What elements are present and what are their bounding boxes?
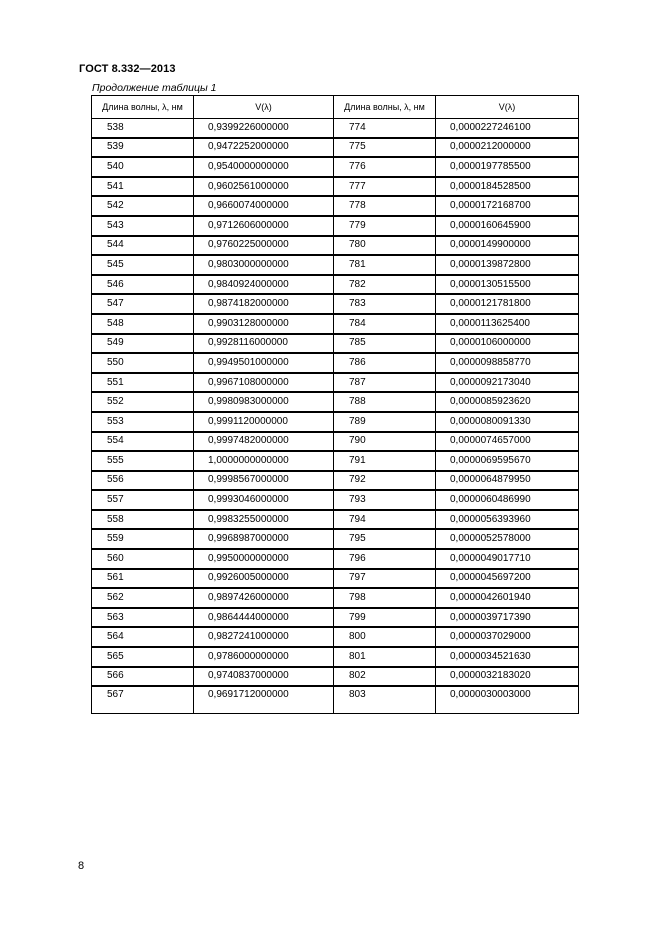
v-lambda-left-cell: 0,9874182000000 [194, 294, 334, 314]
table-row [92, 314, 579, 334]
v-lambda-left-cell: 0,9760225000000 [194, 236, 334, 256]
table-row [92, 334, 579, 354]
table-body [92, 119, 579, 714]
column-header-v-lambda-left: V(λ) [194, 96, 334, 119]
wavelength-right-cell: 796 [334, 549, 436, 569]
v-lambda-right-cell: 0,0000069595670 [436, 451, 579, 471]
v-lambda-right-cell: 0,0000060486990 [436, 490, 579, 510]
table-row [92, 196, 579, 216]
wavelength-right-cell: 778 [334, 196, 436, 216]
v-lambda-right-cell: 0,0000039717390 [436, 608, 579, 628]
v-lambda-right-cell: 0,0000212000000 [436, 138, 579, 158]
v-lambda-left-cell: 0,9980983000000 [194, 392, 334, 412]
wavelength-left-cell: 556 [92, 471, 194, 491]
table-row [92, 432, 579, 452]
wavelength-left-cell: 552 [92, 392, 194, 412]
table-row [92, 608, 579, 628]
data-table [91, 95, 579, 714]
wavelength-left-cell: 543 [92, 216, 194, 236]
v-lambda-left-cell: 0,9928116000000 [194, 334, 334, 354]
v-lambda-right-cell: 0,0000034521630 [436, 647, 579, 667]
v-lambda-left-cell: 0,9949501000000 [194, 353, 334, 373]
document-code: ГОСТ 8.332—2013 [79, 63, 176, 75]
v-lambda-right-cell: 0,0000160645900 [436, 216, 579, 236]
v-lambda-right-cell: 0,0000098858770 [436, 353, 579, 373]
v-lambda-right-cell: 0,0000080091330 [436, 412, 579, 432]
table-row [92, 627, 579, 647]
wavelength-left-cell: 559 [92, 529, 194, 549]
wavelength-left-cell: 538 [92, 119, 194, 138]
v-lambda-left-cell: 0,9399226000000 [194, 119, 334, 138]
wavelength-right-cell: 793 [334, 490, 436, 510]
wavelength-left-cell: 562 [92, 588, 194, 608]
wavelength-left-cell: 561 [92, 569, 194, 589]
wavelength-right-cell: 801 [334, 647, 436, 667]
v-lambda-right-cell: 0,0000092173040 [436, 373, 579, 393]
table-row [92, 119, 579, 138]
wavelength-left-cell: 557 [92, 490, 194, 510]
v-lambda-left-cell: 0,9926005000000 [194, 569, 334, 589]
v-lambda-left-cell: 0,9660074000000 [194, 196, 334, 216]
wavelength-left-cell: 567 [92, 686, 194, 714]
wavelength-right-cell: 785 [334, 334, 436, 354]
column-header-wavelength-right: Длина волны, λ, нм [334, 96, 436, 119]
wavelength-left-cell: 551 [92, 373, 194, 393]
wavelength-right-cell: 797 [334, 569, 436, 589]
wavelength-left-cell: 542 [92, 196, 194, 216]
table-row [92, 255, 579, 275]
table-row [92, 549, 579, 569]
wavelength-left-cell: 550 [92, 353, 194, 373]
table-row [92, 510, 579, 530]
wavelength-right-cell: 787 [334, 373, 436, 393]
wavelength-left-cell: 540 [92, 157, 194, 177]
wavelength-left-cell: 547 [92, 294, 194, 314]
v-lambda-left-cell: 0,9998567000000 [194, 471, 334, 491]
wavelength-right-cell: 799 [334, 608, 436, 628]
table-row [92, 471, 579, 491]
v-lambda-right-cell: 0,0000064879950 [436, 471, 579, 491]
wavelength-left-cell: 549 [92, 334, 194, 354]
wavelength-left-cell: 545 [92, 255, 194, 275]
v-lambda-left-cell: 0,9991120000000 [194, 412, 334, 432]
v-lambda-right-cell: 0,0000130515500 [436, 275, 579, 295]
v-lambda-right-cell: 0,0000113625400 [436, 314, 579, 334]
v-lambda-left-cell: 0,9903128000000 [194, 314, 334, 334]
wavelength-right-cell: 798 [334, 588, 436, 608]
table-row [92, 490, 579, 510]
v-lambda-right-cell: 0,0000149900000 [436, 236, 579, 256]
table-header-row [92, 96, 579, 119]
v-lambda-right-cell: 0,0000052578000 [436, 529, 579, 549]
wavelength-right-cell: 802 [334, 667, 436, 687]
table-row [92, 216, 579, 236]
wavelength-left-cell: 544 [92, 236, 194, 256]
wavelength-left-cell: 558 [92, 510, 194, 530]
wavelength-left-cell: 541 [92, 177, 194, 197]
v-lambda-right-cell: 0,0000172168700 [436, 196, 579, 216]
v-lambda-left-cell: 0,9712606000000 [194, 216, 334, 236]
v-lambda-left-cell: 0,9864444000000 [194, 608, 334, 628]
table-row [92, 529, 579, 549]
wavelength-right-cell: 786 [334, 353, 436, 373]
v-lambda-right-cell: 0,0000056393960 [436, 510, 579, 530]
wavelength-right-cell: 777 [334, 177, 436, 197]
v-lambda-right-cell: 0,0000121781800 [436, 294, 579, 314]
wavelength-left-cell: 548 [92, 314, 194, 334]
v-lambda-left-cell: 0,9740837000000 [194, 667, 334, 687]
wavelength-right-cell: 789 [334, 412, 436, 432]
wavelength-left-cell: 555 [92, 451, 194, 471]
v-lambda-left-cell: 0,9602561000000 [194, 177, 334, 197]
v-lambda-right-cell: 0,0000045697200 [436, 569, 579, 589]
v-lambda-left-cell: 0,9786000000000 [194, 647, 334, 667]
wavelength-right-cell: 800 [334, 627, 436, 647]
v-lambda-left-cell: 0,9803000000000 [194, 255, 334, 275]
table-row [92, 647, 579, 667]
wavelength-right-cell: 795 [334, 529, 436, 549]
wavelength-right-cell: 781 [334, 255, 436, 275]
v-lambda-right-cell: 0,0000085923620 [436, 392, 579, 412]
wavelength-left-cell: 553 [92, 412, 194, 432]
wavelength-right-cell: 774 [334, 119, 436, 138]
wavelength-left-cell: 564 [92, 627, 194, 647]
table-row [92, 373, 579, 393]
v-lambda-right-cell: 0,0000106000000 [436, 334, 579, 354]
wavelength-right-cell: 776 [334, 157, 436, 177]
wavelength-right-cell: 780 [334, 236, 436, 256]
table-row [92, 392, 579, 412]
table-row [92, 588, 579, 608]
v-lambda-left-cell: 0,9967108000000 [194, 373, 334, 393]
v-lambda-right-cell: 0,0000032183020 [436, 667, 579, 687]
wavelength-left-cell: 566 [92, 667, 194, 687]
v-lambda-right-cell: 0,0000030003000 [436, 686, 579, 714]
wavelength-right-cell: 791 [334, 451, 436, 471]
wavelength-right-cell: 782 [334, 275, 436, 295]
v-lambda-left-cell: 1,0000000000000 [194, 451, 334, 471]
wavelength-left-cell: 539 [92, 138, 194, 158]
v-lambda-left-cell: 0,9840924000000 [194, 275, 334, 295]
table-row [92, 569, 579, 589]
v-lambda-right-cell: 0,0000042601940 [436, 588, 579, 608]
v-lambda-left-cell: 0,9968987000000 [194, 529, 334, 549]
page-number: 8 [78, 860, 85, 872]
wavelength-left-cell: 563 [92, 608, 194, 628]
v-lambda-left-cell: 0,9691712000000 [194, 686, 334, 714]
wavelength-right-cell: 775 [334, 138, 436, 158]
table-row [92, 294, 579, 314]
table-row [92, 157, 579, 177]
wavelength-right-cell: 794 [334, 510, 436, 530]
table-row [92, 667, 579, 687]
v-lambda-right-cell: 0,0000227246100 [436, 119, 579, 138]
wavelength-left-cell: 554 [92, 432, 194, 452]
v-lambda-right-cell: 0,0000074657000 [436, 432, 579, 452]
v-lambda-left-cell: 0,9897426000000 [194, 588, 334, 608]
column-header-wavelength-left: Длина волны, λ, нм [92, 96, 194, 119]
table-row [92, 412, 579, 432]
v-lambda-left-cell: 0,9993046000000 [194, 490, 334, 510]
v-lambda-right-cell: 0,0000139872800 [436, 255, 579, 275]
v-lambda-right-cell: 0,0000037029000 [436, 627, 579, 647]
wavelength-left-cell: 546 [92, 275, 194, 295]
table-caption: Продолжение таблицы 1 [92, 82, 217, 94]
table-row [92, 353, 579, 373]
table-row [92, 138, 579, 158]
v-lambda-left-cell: 0,9950000000000 [194, 549, 334, 569]
wavelength-right-cell: 783 [334, 294, 436, 314]
v-lambda-left-cell: 0,9983255000000 [194, 510, 334, 530]
wavelength-right-cell: 803 [334, 686, 436, 714]
table-row [92, 236, 579, 256]
wavelength-right-cell: 779 [334, 216, 436, 236]
v-lambda-right-cell: 0,0000184528500 [436, 177, 579, 197]
table-row [92, 275, 579, 295]
v-lambda-left-cell: 0,9472252000000 [194, 138, 334, 158]
v-lambda-right-cell: 0,0000197785500 [436, 157, 579, 177]
v-lambda-left-cell: 0,9827241000000 [194, 627, 334, 647]
v-lambda-left-cell: 0,9540000000000 [194, 157, 334, 177]
table-row [92, 177, 579, 197]
wavelength-left-cell: 565 [92, 647, 194, 667]
table-row [92, 686, 579, 714]
column-header-v-lambda-right: V(λ) [436, 96, 579, 119]
wavelength-left-cell: 560 [92, 549, 194, 569]
wavelength-right-cell: 784 [334, 314, 436, 334]
wavelength-right-cell: 790 [334, 432, 436, 452]
table-row [92, 451, 579, 471]
wavelength-right-cell: 788 [334, 392, 436, 412]
wavelength-right-cell: 792 [334, 471, 436, 491]
v-lambda-left-cell: 0,9997482000000 [194, 432, 334, 452]
v-lambda-right-cell: 0,0000049017710 [436, 549, 579, 569]
